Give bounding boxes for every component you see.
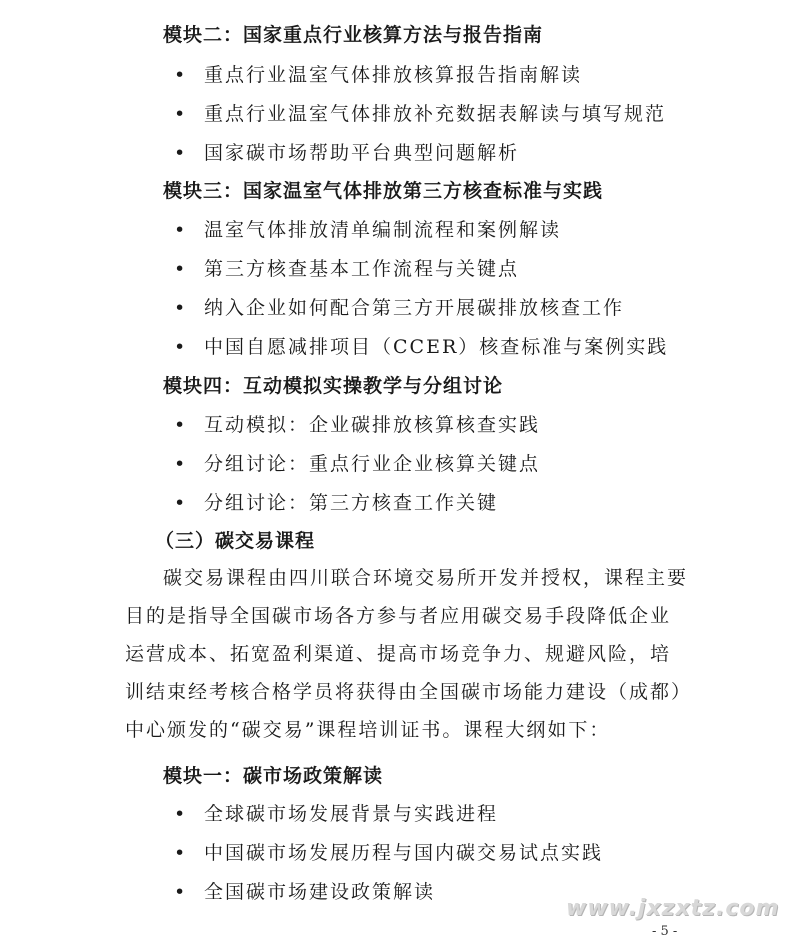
- list-item: • 全球碳市场发展背景与实践进程: [174, 803, 499, 825]
- bullet-icon: •: [174, 414, 188, 436]
- list-item: • 第三方核查基本工作流程与关键点: [174, 258, 520, 280]
- list-item: • 纳入企业如何配合第三方开展碳排放核查工作: [174, 297, 625, 319]
- list-item: • 重点行业温室气体排放补充数据表解读与填写规范: [174, 103, 667, 125]
- list-item: • 重点行业温室气体排放核算报告指南解读: [174, 64, 583, 86]
- bullet-icon: •: [174, 258, 188, 280]
- module4-heading: 模块四：互动模拟实操教学与分组讨论: [163, 375, 504, 397]
- module3-heading: 模块三：国家温室气体排放第三方核查标准与实践: [163, 180, 604, 202]
- list-item: • 分组讨论：重点行业企业核算关键点: [174, 453, 541, 475]
- section3-heading: （三）碳交易课程: [155, 530, 316, 552]
- bullet-icon: •: [174, 336, 188, 358]
- list-item: • 互动模拟：企业碳排放核算核查实践: [174, 414, 541, 436]
- bullet-icon: •: [174, 492, 188, 514]
- bullet-icon: •: [174, 453, 188, 475]
- bullet-icon: •: [174, 219, 188, 241]
- bullet-icon: •: [174, 842, 188, 864]
- bullet-icon: •: [174, 881, 188, 903]
- list-item: • 中国碳市场发展历程与国内碳交易试点实践: [174, 842, 604, 864]
- bullet-icon: •: [174, 64, 188, 86]
- list-item: • 国家碳市场帮助平台典型问题解析: [174, 142, 520, 164]
- list-item: • 分组讨论：第三方核查工作关键: [174, 492, 499, 514]
- page-number: - 5 -: [652, 924, 678, 939]
- bullet-icon: •: [174, 297, 188, 319]
- list-item: • 温室气体排放清单编制流程和案例解读: [174, 219, 562, 241]
- bullet-icon: •: [174, 103, 188, 125]
- trade-module1-heading: 模块一：碳市场政策解读: [163, 765, 384, 787]
- watermark-logo: www.jxzxtz.com: [566, 896, 780, 921]
- section3-paragraph: 碳交易课程由四川联合环境交易所开发并授权，课程主要目的是指导全国碳市场各方参与者应用碳交易手段降低企业运营成本、拓宽盈利渠道、提高市场竞争力、规避风险，培训结束经考核合格学员将获得由全国碳市场能力建设（成都）中心颁发的“碳交易”课程培训证书。课程大纲如下：: [125, 567, 689, 741]
- module2-heading: 模块二：国家重点行业核算方法与报告指南: [163, 24, 544, 46]
- list-item: • 全国碳市场建设政策解读: [174, 881, 436, 903]
- list-item: • 中国自愿减排项目（CCER）核查标准与案例实践: [174, 336, 669, 358]
- bullet-icon: •: [174, 142, 188, 164]
- bullet-icon: •: [174, 803, 188, 825]
